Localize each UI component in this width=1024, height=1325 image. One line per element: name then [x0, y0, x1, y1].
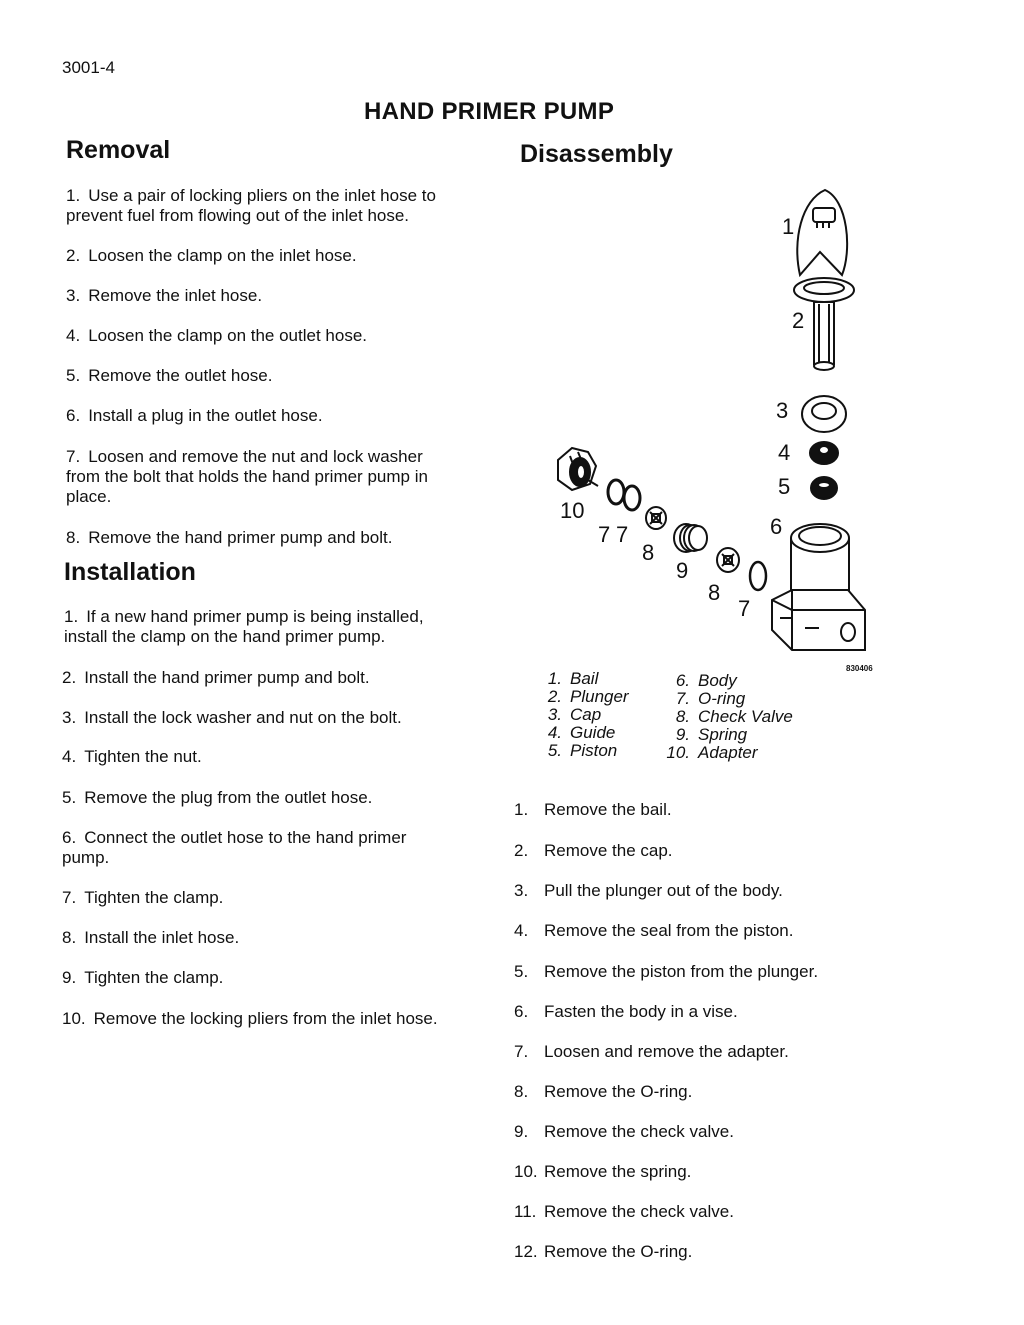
disassembly-step: 11. Remove the check valve.	[514, 1202, 734, 1221]
installation-step: 4. Tighten the nut.	[62, 747, 202, 766]
guide-part	[810, 442, 838, 464]
disassembly-step: 8. Remove the O-ring.	[514, 1082, 693, 1101]
installation-step: 7. Tighten the clamp.	[62, 888, 224, 907]
disassembly-step: 1. Remove the bail.	[514, 800, 672, 819]
removal-step: 8. Remove the hand primer pump and bolt.	[66, 528, 393, 547]
disassembly-step: 9. Remove the check valve.	[514, 1122, 734, 1141]
o-ring-part-right	[750, 562, 766, 590]
installation-step: 1. If a new hand primer pump is being installed, install the clamp on the hand primer pump.	[64, 607, 424, 646]
installation-step: 3. Install the lock washer and nut on the bolt.	[62, 708, 402, 727]
installation-step: 8. Install the inlet hose.	[62, 928, 240, 947]
disassembly-step: 3. Pull the plunger out of the body.	[514, 881, 783, 900]
legend-item: 3. Cap	[547, 705, 602, 724]
removal-step: 1. Use a pair of locking pliers on the inlet hose to prevent fuel from flowing out of the inlet hose.	[66, 186, 436, 225]
removal-step: 7. Loosen and remove the nut and lock washer from the bolt that holds the hand primer pump in place.	[66, 447, 428, 506]
piston-part	[811, 477, 837, 499]
callout-8b: 8	[708, 580, 721, 605]
callout-1: 1	[782, 214, 795, 239]
legend-item: 2. Plunger	[547, 687, 629, 706]
adapter-part	[558, 448, 598, 490]
disassembly-step: 12. Remove the O-ring.	[514, 1242, 693, 1261]
check-valve-part-left	[646, 507, 666, 529]
installation-step: 5. Remove the plug from the outlet hose.	[62, 788, 373, 807]
removal-step: 5. Remove the outlet hose.	[66, 366, 273, 385]
callout-9: 9	[676, 558, 689, 583]
legend-item: 1. Bail	[547, 669, 599, 688]
installation-step: 2. Install the hand primer pump and bolt.	[62, 668, 370, 687]
disassembly-step: 7. Loosen and remove the adapter.	[514, 1042, 789, 1061]
legend-item: 9. Spring	[675, 725, 748, 744]
disassembly-step: 10. Remove the spring.	[514, 1162, 692, 1181]
legend-item: 5. Piston	[547, 741, 618, 760]
callout-6: 6	[770, 514, 783, 539]
callout-8a: 8	[642, 540, 655, 565]
parts-legend-right	[660, 672, 793, 762]
exploded-view-diagram	[530, 180, 880, 680]
legend-item: 8. Check Valve	[675, 707, 793, 726]
removal-step: 3. Remove the inlet hose.	[66, 286, 263, 305]
bail-part	[797, 190, 847, 275]
removal-heading: Removal	[66, 136, 171, 164]
installation-heading: Installation	[64, 558, 196, 586]
disassembly-step: 6. Fasten the body in a vise.	[514, 1002, 738, 1021]
callout-7c: 7	[738, 596, 751, 621]
callout-7b: 7	[616, 522, 629, 547]
removal-step: 4. Loosen the clamp on the outlet hose.	[66, 326, 367, 345]
disassembly-step: 2. Remove the cap.	[514, 841, 673, 860]
installation-step: 9. Tighten the clamp.	[62, 968, 224, 987]
page-title: HAND PRIMER PUMP	[364, 98, 615, 125]
legend-item: 7. O-ring	[675, 689, 746, 708]
callout-3: 3	[776, 398, 789, 423]
legend-item: 4. Guide	[547, 723, 616, 742]
legend-item: 6. Body	[675, 671, 737, 690]
check-valve-part-right	[717, 548, 739, 572]
disassembly-step: 5. Remove the piston from the plunger.	[514, 962, 819, 981]
disassembly-heading: Disassembly	[520, 140, 673, 168]
legend-item: 10. Adapter	[666, 743, 758, 762]
parts-legend-left	[532, 670, 629, 760]
callout-5: 5	[778, 474, 791, 499]
o-ring-part-left	[608, 480, 640, 510]
disassembly-step: 4. Remove the seal from the piston.	[514, 921, 794, 940]
spring-part	[674, 524, 707, 552]
removal-step: 6. Install a plug in the outlet hose.	[66, 406, 323, 425]
callout-7a: 7	[598, 522, 611, 547]
callout-4: 4	[778, 440, 791, 465]
callout-2: 2	[792, 308, 805, 333]
removal-step: 2. Loosen the clamp on the inlet hose.	[66, 246, 357, 265]
body-part	[772, 524, 865, 650]
figure-code: 830406	[846, 664, 873, 673]
callout-10: 10	[560, 498, 585, 523]
installation-step: 10. Remove the locking pliers from the inlet hose.	[62, 1009, 438, 1028]
page-number: 3001-4	[62, 58, 115, 77]
cap-part	[802, 396, 846, 432]
installation-step: 6. Connect the outlet hose to the hand primer pump.	[62, 828, 407, 867]
